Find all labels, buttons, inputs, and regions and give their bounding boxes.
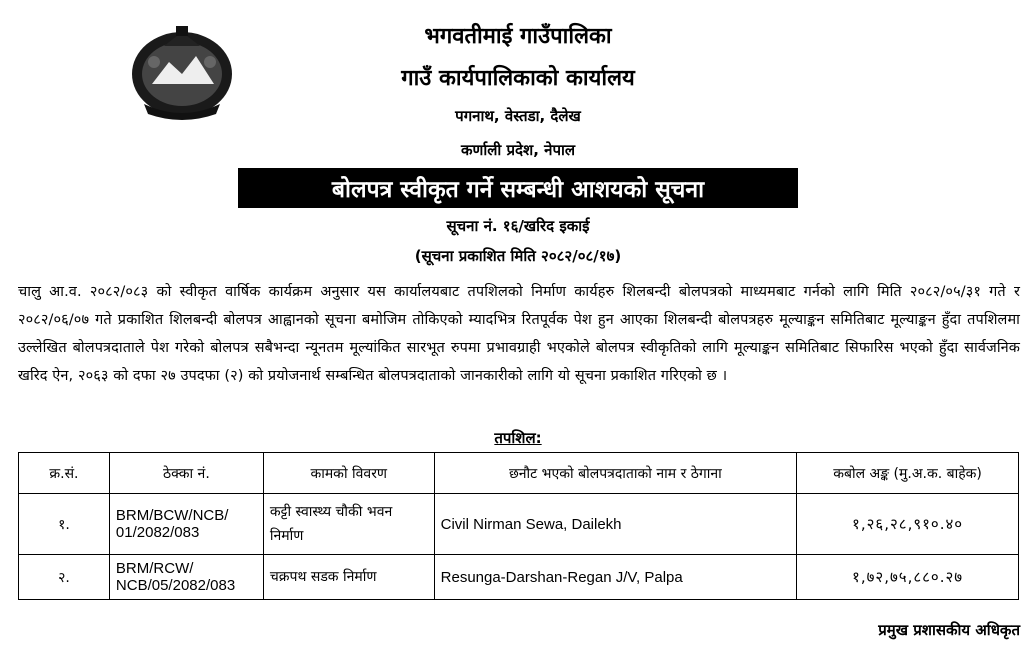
table-row — [19, 555, 1019, 600]
header-bidder: छनौट भएको बोलपत्रदाताको नाम र ठेगाना — [434, 453, 797, 494]
cell-bid-amount: १,२६,२८,९१०.४० — [797, 494, 1019, 555]
notice-title-banner: बोलपत्र स्वीकृत गर्ने सम्बन्धी आशयको सूचना — [238, 168, 798, 208]
header-contract-no: ठेक्का नं. — [109, 453, 263, 494]
cell-serial: १. — [19, 494, 110, 555]
cell-bidder: Civil Nirman Sewa, Dailekh — [434, 494, 797, 555]
schedule-title: तपशिल: — [494, 429, 542, 447]
office-name: भगवतीमाई गाउँपालिका — [424, 24, 612, 49]
table-row — [19, 494, 1019, 555]
cell-work-description: कट्टी स्वास्थ्य चौकी भवन निर्माण — [263, 494, 434, 555]
notice-number: सूचना नं. १६/खरिद इकाई — [446, 217, 590, 235]
signatory-title: प्रमुख प्रशासकीय अधिकृत — [878, 621, 1020, 639]
bid-schedule-table — [18, 452, 1019, 600]
cell-serial: २. — [19, 555, 110, 600]
header-serial: क्र.सं. — [19, 453, 110, 494]
publication-date: (सूचना प्रकाशित मिति २०८२/०८/१७) — [414, 247, 622, 265]
table-header-row — [19, 453, 1019, 494]
office-province: कर्णाली प्रदेश, नेपाल — [460, 141, 576, 159]
office-type: गाउँ कार्यपालिकाको कार्यालय — [401, 66, 635, 91]
cell-bidder: Resunga-Darshan-Regan J/V, Palpa — [434, 555, 797, 600]
header-work-description: कामको विवरण — [263, 453, 434, 494]
cell-bid-amount: १,७२,७५,८८०.२७ — [797, 555, 1019, 600]
notice-body: चालु आ.व. २०८२/०८३ को स्वीकृत वार्षिक कार्यक्रम अनुसार यस कार्यालयबाट तपशिलको निर्माण कार्यहरु शिलबन्दी बोलपत्रको माध्यमबाट गर्नको लागि मिति २०८२/०५/३१ गते र २०८२/०६/०७ गते प्रकाशित शिलबन्दी बोलपत्र आह्वानको सूचना बमोजिम तोकिएको म्यादभित्र रितपूर्वक पेश हुन आएका शिलबन्दी बोलपत्रहरु मूल्याङ्कन समितिबाट मूल्याङ्कन हुँदा तपशिलमा उल्लेखित बोलपत्रदाताले पेश गरेको बोलपत्र सबैभन्दा न्यूनतम मूल्यांकित सारभूत रुपमा प्रभावग्राही भएकोले बोलपत्र स्वीकृतिको लागि मूल्याङ्कन समितिबाट सिफारिस भएको हुँदा सार्वजनिक खरिद ऐन, २०६३ को दफा २७ उपदफा (२) को प्रयोजनार्थ सम्बन्धित बोलपत्रदाताको जानकारीको लागि यो सूचना प्रकाशित गरिएको छ । — [18, 284, 1020, 384]
office-address: पगनाथ, वेस्तडा, दैलेख — [455, 107, 581, 125]
header-bid-amount: कबोल अङ्क (मु.अ.क. बाहेक) — [797, 453, 1019, 494]
cell-contract-no: BRM/BCW/NCB/ 01/2082/083 — [109, 494, 263, 555]
cell-work-description: चक्रपथ सडक निर्माण — [263, 555, 434, 600]
cell-contract-no: BRM/RCW/ NCB/05/2082/083 — [109, 555, 263, 600]
